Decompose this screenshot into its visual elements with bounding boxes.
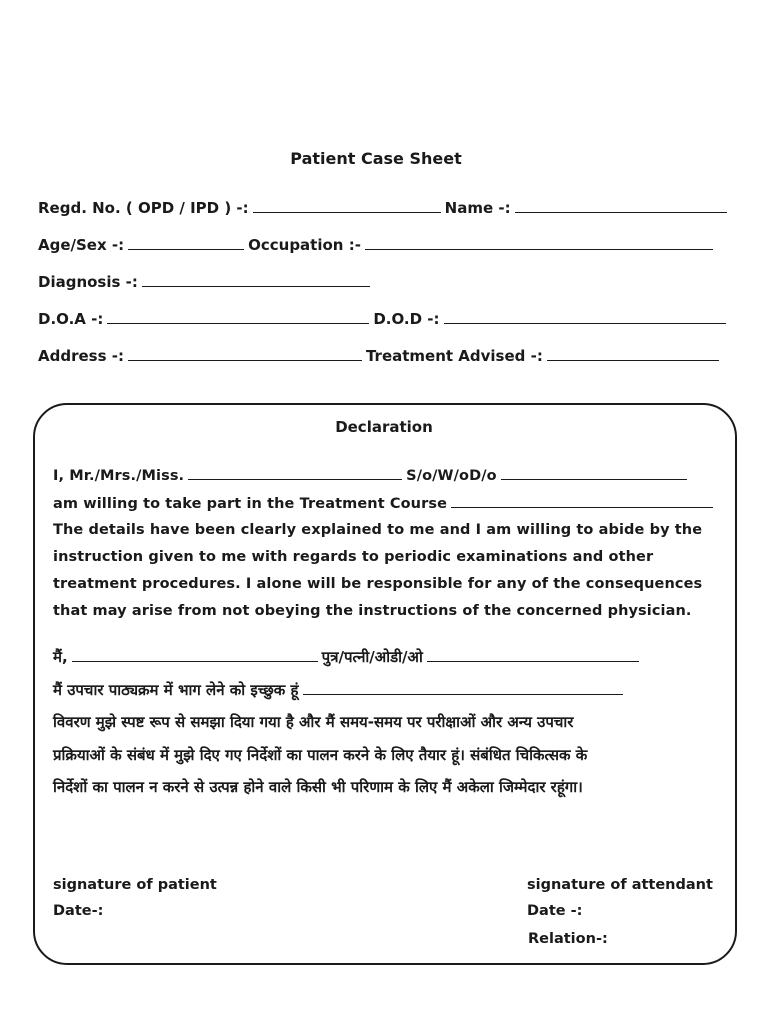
- signature-attendant-label: signature of attendant: [527, 877, 713, 893]
- diagnosis-label: Diagnosis -:: [38, 273, 138, 291]
- decl-relation-label: S/o/W/oD/o: [406, 468, 497, 484]
- decl-hi-line-4: प्रक्रियाओं के संबंध में मुझे दिए गए निर्देशों का पालन करने के लिए तैयार हूं। संबंधित चिकित्सक के: [53, 746, 588, 764]
- decl-name-field[interactable]: [188, 465, 402, 480]
- decl-hi-relation-label: पुत्र/पत्नी/ओडी/ओ: [321, 648, 423, 666]
- decl-hi-name-field[interactable]: [72, 647, 318, 662]
- form-row-regd-name: [38, 198, 731, 217]
- declaration-title: Declaration: [335, 418, 433, 436]
- signature-patient-label: signature of patient: [53, 877, 217, 893]
- decl-en-line-5: treatment procedures. I alone will be responsible for any of the consequences: [53, 576, 703, 592]
- agesex-field[interactable]: [128, 235, 244, 250]
- decl-hi-line-2: [53, 680, 627, 700]
- doa-field[interactable]: [107, 309, 369, 324]
- attendant-relation-label: Relation-:: [528, 931, 608, 947]
- form-row-address-treatment: [38, 346, 723, 365]
- form-row-age-occupation: [38, 235, 717, 254]
- dod-field[interactable]: [444, 309, 726, 324]
- treatment-field[interactable]: [547, 346, 719, 361]
- decl-relation-field[interactable]: [501, 465, 687, 480]
- decl-hi-relation-field[interactable]: [427, 647, 639, 662]
- decl-en-line-4: instruction given to me with regards to periodic examinations and other: [53, 549, 654, 565]
- regd-label: Regd. No. ( OPD / IPD ) -:: [38, 199, 249, 217]
- diagnosis-field[interactable]: [142, 272, 370, 287]
- decl-en-line-6: that may arise from not obeying the instructions of the concerned physician.: [53, 603, 692, 619]
- decl-hi-line-3: विवरण मुझे स्पष्ट रूप से समझा दिया गया है और मैं समय-समय पर परीक्षाओं और अन्य उपचार: [53, 713, 574, 731]
- name-field[interactable]: [515, 198, 727, 213]
- dod-label: D.O.D -:: [373, 310, 440, 328]
- address-field[interactable]: [128, 346, 362, 361]
- occupation-label: Occupation :-: [248, 236, 361, 254]
- attendant-date-label: Date -:: [527, 903, 583, 919]
- decl-hi-name-label: मैं,: [53, 648, 68, 666]
- decl-hi-line-5: निर्देशों का पालन न करने से उत्पन्न होने वाले किसी भी परिणाम के लिए मैं अकेला जिम्मेदार रहूंगा।: [53, 778, 583, 796]
- decl-en-line-3: The details have been clearly explained to me and I am willing to abide by the: [53, 522, 703, 538]
- decl-en-line-1: [53, 465, 691, 484]
- occupation-field[interactable]: [365, 235, 713, 250]
- decl-course-field[interactable]: [451, 493, 713, 508]
- page-title: Patient Case Sheet: [290, 149, 462, 168]
- decl-hi-line-1: [53, 647, 643, 667]
- form-row-diagnosis: [38, 272, 374, 291]
- decl-hi-course-label: मैं उपचार पाठ्यक्रम में भाग लेने को इच्छुक हूं: [53, 681, 299, 699]
- agesex-label: Age/Sex -:: [38, 236, 125, 254]
- decl-en-line-2: [53, 493, 717, 512]
- doa-label: D.O.A -:: [38, 310, 104, 328]
- treatment-label: Treatment Advised -:: [365, 347, 543, 365]
- decl-course-label: am willing to take part in the Treatment Course: [53, 496, 448, 512]
- patient-date-label: Date-:: [53, 903, 104, 919]
- form-row-doa-dod: [38, 309, 730, 328]
- decl-hi-course-field[interactable]: [303, 680, 623, 695]
- decl-name-label: I, Mr./Mrs./Miss.: [53, 468, 185, 484]
- regd-field[interactable]: [253, 198, 441, 213]
- address-label: Address -:: [38, 347, 124, 365]
- name-label: Name -:: [444, 199, 511, 217]
